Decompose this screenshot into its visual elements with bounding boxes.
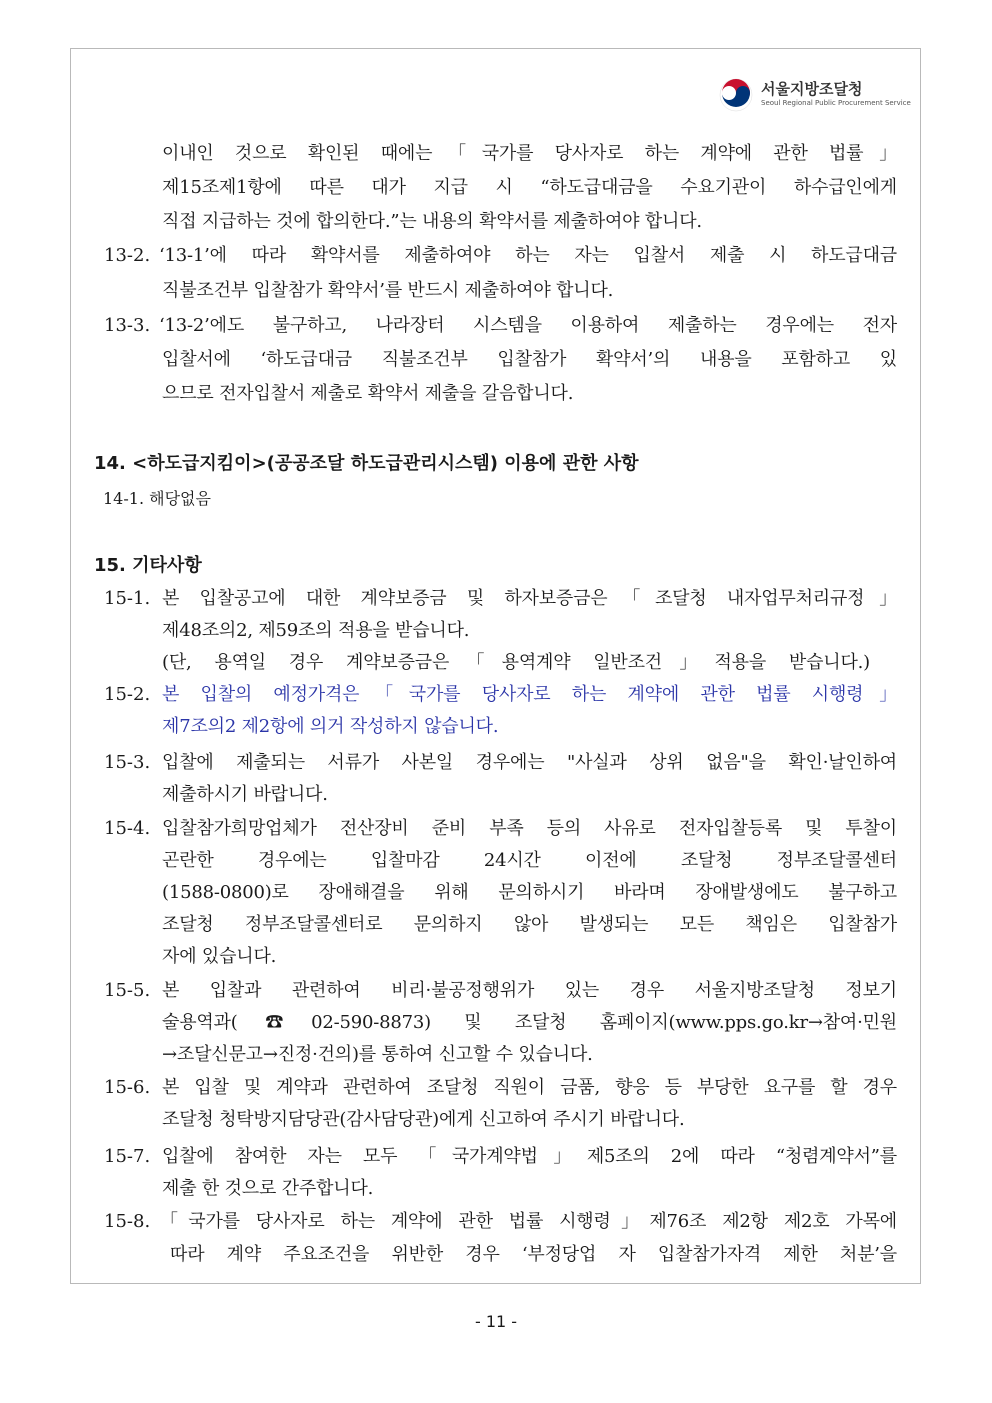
text-line: 입찰에 제출되는 서류가 사본일 경우에는 "사실과 상위 없음"을 확인·날인하여 (162, 752, 897, 773)
text-line: 술용역과(☎02-590-8873) 및 조달청 홈페이지(www.pps.go.kr→참여·민원 (162, 1012, 897, 1033)
text-line: 본 입찰과 관련하여 비리·불공정행위가 있는 경우 서울지방조달청 정보기 (162, 980, 897, 1001)
text-line: 「국가를 당사자로 하는 계약에 관한 법률 시행령」제76조 제2항 제2호 가목에 (160, 1211, 897, 1232)
text-line: 제7조의2 제2항에 의거 작성하지 않습니다. (162, 716, 499, 737)
text-line: (1588-0800)로 장애해결을 위해 문의하시기 바라며 장애발생에도 불구하고 (162, 882, 897, 903)
text-line: ‘13-1’에 따라 확약서를 제출하여야 하는 자는 입찰서 제출 시 하도급대금 (159, 245, 897, 266)
item-number: 15-7. (104, 1146, 151, 1167)
item-number: 15-6. (104, 1077, 151, 1098)
text-line: 이내인 것으로 확인된 때에는「국가를 당사자로 하는 계약에 관한 법률」 (162, 143, 897, 164)
text-line: 따라 계약 주요조건을 위반한 경우 ‘부정당업 자 입찰참가자격 제한 처분’을 (170, 1244, 897, 1265)
item-number: 15-3. (104, 752, 151, 773)
item-number: 15-1. (104, 588, 151, 609)
text-line: 제15조제1항에 따른 대가 지급 시 “하도급대금을 수요기관이 하수급인에게 (162, 177, 897, 198)
text-line: (단, 용역일 경우 계약보증금은「용역계약 일반조건」적용을 받습니다.) (162, 652, 870, 673)
text-line: 본 입찰의 예정가격은「국가를 당사자로 하는 계약에 관한 법률 시행령」 (162, 684, 897, 705)
org-logo (719, 76, 919, 116)
item-number: 15-4. (104, 818, 151, 839)
item-number: 15-8. (104, 1211, 151, 1232)
taegeuk-emblem-icon (719, 78, 753, 112)
text-line: 본 입찰 및 계약과 관련하여 조달청 직원이 금품, 향응 등 부당한 요구를 할 경우 (162, 1077, 897, 1098)
text-line: 제48조의2, 제59조의 적용을 받습니다. (162, 620, 470, 641)
section-14-item: 14-1. 해당없음 (103, 489, 211, 508)
item-number: 15-2. (104, 684, 151, 705)
text-line: →조달신문고→진정·건의)를 통하여 신고할 수 있습니다. (162, 1044, 593, 1065)
text-line: 직불조건부 입찰참가 확약서’를 반드시 제출하여야 합니다. (162, 280, 614, 301)
section-14-title: 14. <하도급지킴이>(공공조달 하도급관리시스템) 이용에 관한 사항 (94, 453, 639, 474)
section-15-title: 15. 기타사항 (94, 555, 202, 576)
text-line: 입찰참가희망업체가 전산장비 준비 부족 등의 사유로 전자입찰등록 및 투찰이 (162, 818, 897, 839)
text-line: ‘13-2’에도 불구하고, 나라장터 시스템을 이용하여 제출하는 경우에는 전자 (159, 315, 897, 336)
text-line: 곤란한 경우에는 입찰마감 24시간 이전에 조달청 정부조달콜센터 (162, 850, 897, 871)
text-line: 자에 있습니다. (162, 946, 277, 967)
item-number: 13-2. (104, 245, 151, 266)
text-line: 제출하시기 바랍니다. (162, 784, 328, 805)
text-line: 조달청 청탁방지담당관(감사담당관)에게 신고하여 주시기 바랍니다. (162, 1109, 685, 1130)
text-line: 직접 지급하는 것에 합의한다.”는 내용의 확약서를 제출하여야 합니다. (162, 211, 702, 232)
text-line: 입찰에 참여한 자는 모두 「국가계약법」제5조의 2에 따라 “청렴계약서”를 (162, 1146, 897, 1167)
org-name-korean: 서울지방조달청 (761, 80, 863, 98)
page-number: - 11 - (474, 1312, 518, 1331)
text-line: 조달청 정부조달콜센터로 문의하지 않아 발생되는 모든 책임은 입찰참가 (162, 914, 897, 935)
text-line: 으므로 전자입찰서 제출로 확약서 제출을 갈음합니다. (162, 383, 574, 404)
org-name-english: Seoul Regional Public Procurement Service (761, 99, 911, 107)
item-number: 13-3. (104, 315, 151, 336)
text-line: 본 입찰공고에 대한 계약보증금 및 하자보증금은「조달청 내자업무처리규정」 (162, 588, 897, 609)
text-line: 입찰서에 ‘하도급대금 직불조건부 입찰참가 확약서’의 내용을 포함하고 있 (162, 349, 897, 370)
text-line: 제출 한 것으로 간주합니다. (162, 1178, 374, 1199)
item-number: 15-5. (104, 980, 151, 1001)
